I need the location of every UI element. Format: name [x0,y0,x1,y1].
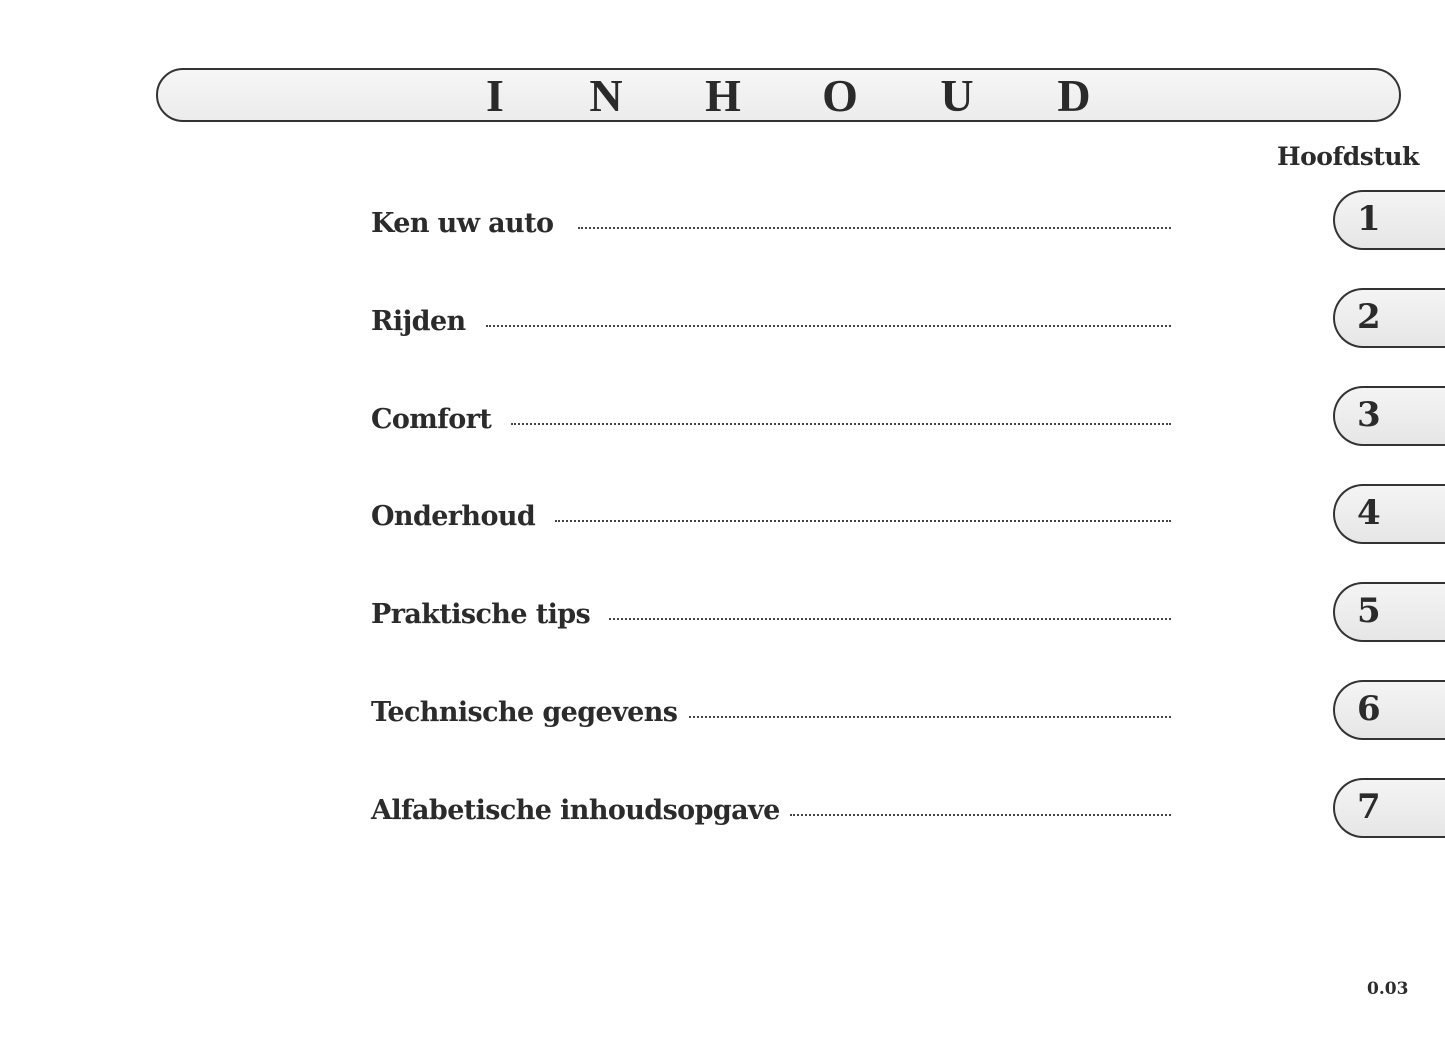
toc-entry-label: Technische gegevens [371,697,678,728]
title-letter: H [705,70,741,121]
chapter-number: 2 [1357,297,1381,337]
chapter-tab-4[interactable] [1333,484,1445,544]
toc-leader-dots [609,618,1171,620]
toc-leader-dots [511,423,1171,425]
chapter-tab-3[interactable] [1333,386,1445,446]
toc-leader-dots [578,227,1171,229]
chapter-tab-1[interactable] [1333,190,1445,250]
toc-entry-label: Praktische tips [371,599,591,630]
title-banner [156,68,1401,122]
chapter-number: 3 [1357,395,1381,435]
toc-entry-label: Alfabetische inhoudsopgave [371,795,780,826]
page-number: 0.03 [1367,979,1409,999]
toc-leader-dots [689,716,1171,718]
chapter-tab-2[interactable] [1333,288,1445,348]
toc-entry-label: Comfort [371,404,492,435]
toc-entry-label: Rijden [371,306,466,337]
chapter-number: 6 [1357,689,1381,729]
toc-entry-praktische-tips[interactable] [371,595,1171,635]
title-letter: D [1057,70,1091,121]
toc-leader-dots [486,325,1171,327]
toc-entry-onderhoud[interactable] [371,497,1171,537]
toc-leader-dots [555,520,1171,522]
toc-entry-label: Ken uw auto [371,208,554,239]
title-letter: N [589,70,623,121]
toc-leader-dots [790,814,1171,816]
title-letter: I [486,70,504,121]
chapter-number: 7 [1357,787,1381,827]
toc-entry-rijden[interactable] [371,302,1171,342]
chapter-number: 1 [1357,199,1381,239]
toc-entry-alfabetische-inhoudsopgave[interactable] [371,791,1171,831]
chapter-column-header: Hoofdstuk [1277,142,1419,171]
title-letter: U [940,70,974,121]
chapter-tab-5[interactable] [1333,582,1445,642]
chapter-tab-6[interactable] [1333,680,1445,740]
toc-entry-label: Onderhoud [371,501,536,532]
chapter-number: 4 [1357,493,1381,533]
toc-entry-technische-gegevens[interactable] [371,693,1171,733]
title-letter: O [822,70,858,121]
chapter-tab-7[interactable] [1333,778,1445,838]
chapter-number: 5 [1357,591,1381,631]
toc-entry-ken-uw-auto[interactable] [371,204,1171,244]
toc-entry-comfort[interactable] [371,400,1171,440]
